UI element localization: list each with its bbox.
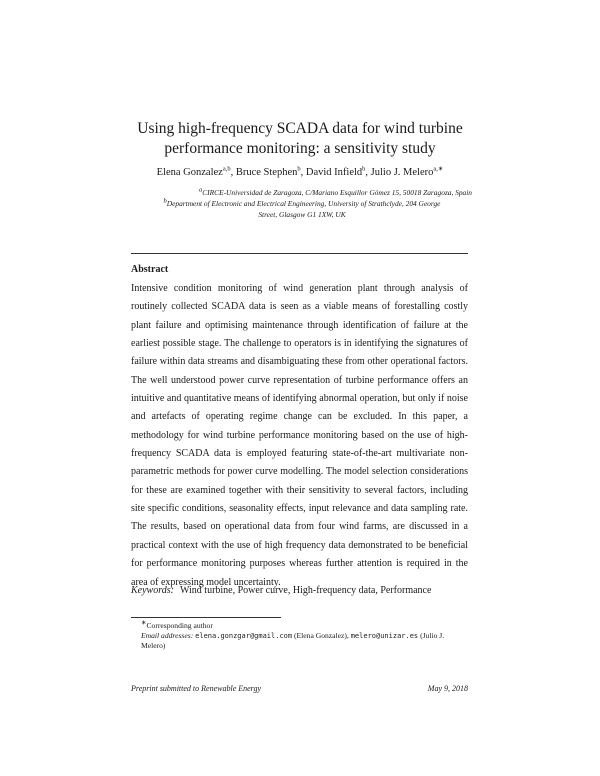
affiliation-b: [132, 198, 472, 220]
affiliation-mark: b: [163, 197, 167, 205]
author-affil-mark: a,b: [222, 165, 231, 173]
email-link[interactable]: melero@unizar.es: [350, 632, 419, 640]
affiliation-text: Department of Electronic and Electrical Engineering, University of Strathclyde, 204 George: [166, 199, 441, 208]
title-line-2: performance monitoring: a sensitivity study: [164, 140, 436, 157]
author-name: Julio J. Melero: [370, 167, 434, 178]
footnote-rule: [131, 617, 281, 618]
abstract-top-rule: [131, 253, 468, 254]
email-owner: (Julio J. Melero): [141, 631, 445, 650]
page-footer: [131, 684, 468, 693]
affiliation-mark: a: [198, 186, 203, 194]
footer-date: May 9, 2018: [427, 684, 468, 693]
footer-journal: Preprint submitted to Renewable Energy: [131, 684, 262, 693]
author-affil-mark: b: [362, 165, 366, 173]
abstract-heading: Abstract: [131, 264, 169, 275]
footnote: [131, 621, 468, 651]
email-owner: (Elena Gonzalez),: [294, 631, 349, 640]
affiliation-a: [132, 187, 472, 198]
keywords-list: Wind turbine, Power curve, High-frequency data, Performance: [179, 585, 432, 596]
author-affil-mark: b: [297, 165, 301, 173]
paper-title: [100, 119, 500, 159]
footnote-mark: ∗: [141, 619, 147, 627]
title-line-1: Using high-frequency SCADA data for wind turbine: [137, 120, 463, 137]
keywords-label: Keywords:: [131, 585, 174, 596]
email-label: Email addresses:: [141, 631, 194, 640]
affiliation-text: CIRCE-Universidad de Zaragoza, C/Mariano Esquillor Gómez 15, 50018 Zaragoza, Spain: [202, 188, 472, 197]
author-list: Elena Gonzalez$^{a,b}$, Bruce Stephen$^b$, David Infield$^b$, Julio J. Melero$^{a,∗}$: [156, 165, 444, 178]
author-name: Bruce Stephen: [235, 167, 298, 178]
abstract-body: Intensive condition monitoring of wind generation plant through analysis of routinely collected SCADA data is seen as a viable means of forestalling costly plant failure and optimising maintenance through identification of failure at the earliest possible stage. The challenge to operators is in identifying the signatures of failure within data streams and disambiguating these from other operational factors. The well understood power curve representation of turbine performance offers an intuitive and quantitative means of identifying abnormal operation, but only if noise and artefacts of operating regime change can be excluded. In this paper, a methodology for wind turbine performance monitoring based on the use of high-frequency SCADA data is employed featuring state-of-the-art multivariate non-parametric methods for power curve modelling. The model selection considerations for these are examined together with their sensitivity to several factors, including site specific conditions, seasonality effects, input relevance and data sampling rate. The results, based on operational data from four wind farms, are discussed in a practical context with the use of high frequency data demonstrated to be beneficial for performance monitoring purposes whereas further attention is required in the area of expressing model uncertainty.: [131, 283, 468, 588]
author-name: David Infield: [305, 167, 363, 178]
email-link[interactable]: elena.gonzgar@gmail.com: [195, 632, 293, 640]
affiliation-text-cont: Street, Glasgow G1 1XW, UK: [258, 210, 346, 219]
author-name: Elena Gonzalez: [156, 167, 223, 178]
corresponding-author-note: Corresponding author: [146, 621, 213, 630]
keywords: [131, 585, 468, 596]
author-affil-mark: a,∗: [433, 165, 444, 173]
